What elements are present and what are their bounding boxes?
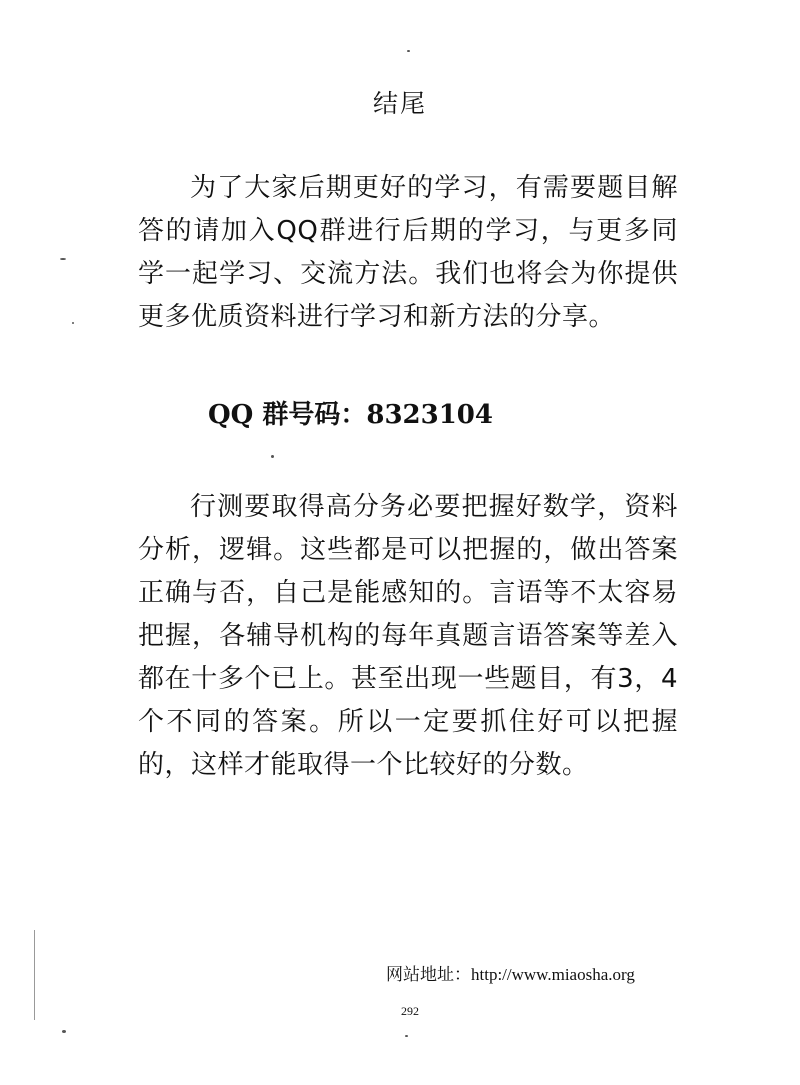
qq-group-number: QQ 群号码：8323104 — [208, 400, 493, 430]
website-footer: 网站地址：http://www.miaosha.org — [386, 965, 635, 984]
scan-speck — [62, 1030, 66, 1033]
page-title: 结尾 — [372, 89, 427, 118]
scan-speck — [405, 1035, 408, 1037]
scan-speck — [72, 322, 74, 324]
scan-speck — [60, 258, 66, 260]
page-number: 292 — [401, 1004, 419, 1018]
scan-speck — [271, 455, 274, 458]
advice-paragraph: 行测要取得高分务必要把握好数学，资料分析，逻辑。这些都是可以把握的，做出答案正确与否，自己是能感知的。言语等不太容易把握，各辅导机构的每年真题言语答案等差入都在十多个已上。甚至出现一些题目，有3，4个不同的答案。所以一定要抓住好可以把握的，这样才能取得一个比较好的分数。 — [138, 492, 678, 780]
scan-speck — [407, 50, 410, 52]
scan-margin-line — [34, 930, 35, 1020]
intro-paragraph: 为了大家后期更好的学习，有需要题目解答的请加入QQ群进行后期的学习，与更多同学一起学习、交流方法。我们也将会为你提供更多优质资料进行学习和新方法的分享。 — [138, 173, 678, 332]
